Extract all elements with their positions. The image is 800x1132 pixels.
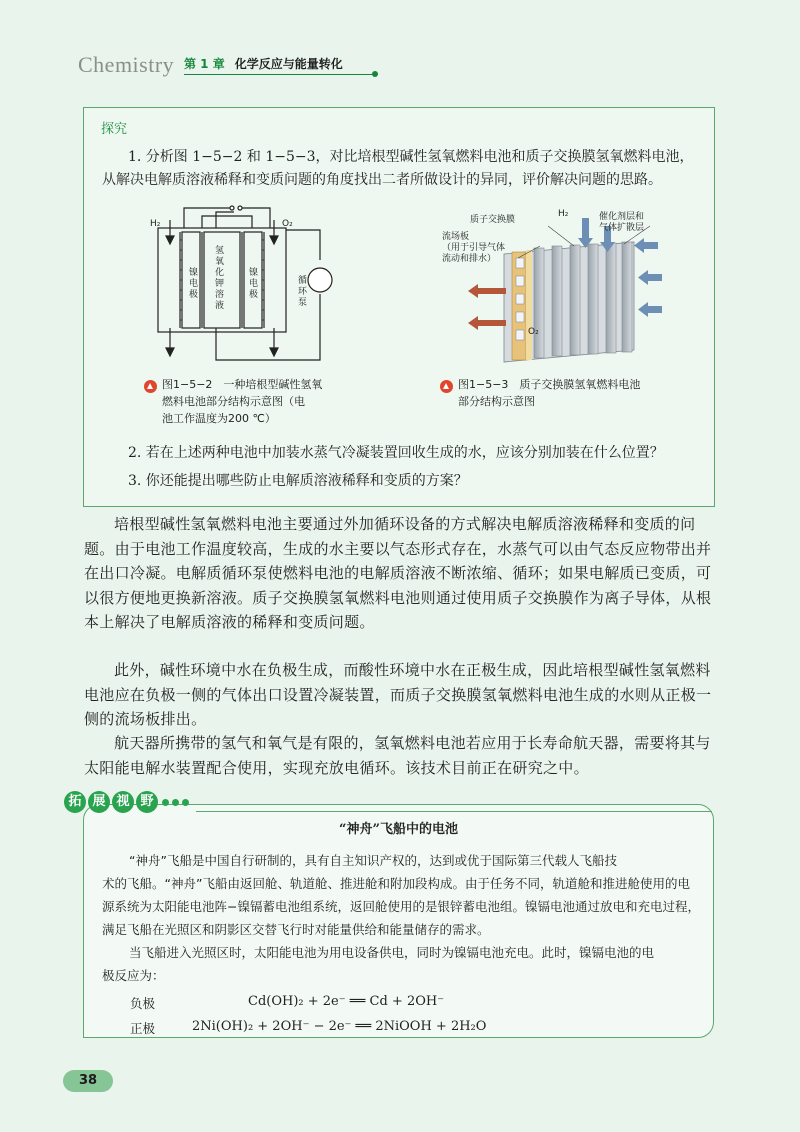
extension-dot-1 [162, 799, 169, 806]
extension-text-2-line2: 极反应为： [102, 968, 165, 983]
question-2: 2. 若在上述两种电池中加装水蒸气冷凝装置回收生成的水，应该分别加装在什么位置？ [128, 445, 664, 461]
body-paragraph-1: 培根型碱性氢氧燃料电池主要通过外加循环设备的方式解决电解质溶液稀释和变质的问题。由于电池工作温度较高，生成的水主要以气态形式存在，水蒸气可以由气态反应物带出并在出口冷凝。电解质循环泵使燃料电池的电解质溶液不断浓缩、循环；如果电解质已变质，可以很方便地更换新溶液。质子交换膜氢氧燃料电池则通过使用质子交换膜作为离子导体，从根本上解决了电解质溶液的稀释和变质问题。 [84, 515, 712, 631]
extension-dot-3 [182, 799, 189, 806]
extension-char-4: 野 [136, 791, 158, 813]
positive-equation: 2Ni(OH)₂ + 2OH⁻ − 2e⁻ ══ 2NiOOH + 2H₂O [192, 1019, 487, 1034]
positive-label: 正极 [130, 1021, 156, 1036]
fig2-catalyst-label [599, 212, 644, 234]
extension-char-2: 展 [88, 791, 110, 813]
extension-text-1-rest: 术的飞船。“神舟”飞船由返回舱、轨道舱、推进舱和附加段构成。由于任务不同，轨道舱和推进舱使用的电源系统为太阳能电池阵−镍镉蓄电池组系统，返回舱使用的是银锌蓄电池组。镍镉电池通过放电和充电过程，满足飞船在光照区和阴影区交替飞行时对能量供给和能量储存的需求。 [102, 876, 700, 937]
fig2-h2-label: H₂ [558, 209, 569, 219]
fig2-caption-line2: 部分结构示意图 [458, 395, 535, 408]
extension-char-1: 拓 [64, 791, 86, 813]
fig1-o2-label: O₂ [282, 219, 293, 229]
explore-label: 探究 [101, 122, 128, 137]
header-dot [372, 71, 378, 77]
brand-title: Chemistry [78, 52, 175, 77]
fig1-caption-line2: 燃料电池部分结构示意图（电 [162, 395, 305, 408]
chapter-title: 化学反应与能量转化 [234, 57, 343, 71]
fig1-caption-line3: 池工作温度为200 ℃） [162, 412, 276, 425]
fig1-right-electrode-label: 镍电极 [249, 268, 259, 300]
explore-box [83, 107, 715, 507]
fig2-o2-label: O₂ [528, 327, 539, 337]
fig2-catalyst-line2: 气体扩散层 [599, 223, 645, 233]
figure-pem-cell [464, 202, 704, 370]
fig2-caption [458, 376, 678, 410]
question-1-line1: 1. 分析图 1−5−2 和 1−5−3，对比培根型碱性氢氧燃料电池和质子交换膜氢氧燃料电池， [128, 149, 694, 165]
fig2-catalyst-line1: 催化剂层和 [599, 212, 645, 222]
extension-title: “神舟”飞船中的电池 [339, 822, 458, 837]
fig1-caption [162, 376, 362, 427]
fig1-left-electrode-label: 镍电极 [189, 268, 199, 300]
page-header [78, 48, 378, 78]
question-1-line2: 从解决电解质溶液稀释和变质问题的角度找出二者所做设计的异同，评价解决问题的思路。 [102, 172, 662, 188]
negative-electrode-row [130, 994, 445, 1012]
extension-text-2-line1: 当飞船进入光照区时，太阳能电池为用电设备供电，同时为镍镉电池充电。此时，镍镉电池的电 [129, 945, 655, 960]
fig1-caption-icon [144, 380, 157, 393]
extension-dot-2 [172, 799, 179, 806]
fig2-pem-label: 质子交换膜 [470, 215, 516, 225]
question-3: 3. 你还能提出哪些防止电解质溶液稀释和变质的方案？ [128, 473, 468, 489]
fig2-plate-line3: 流动和排水） [442, 254, 497, 264]
negative-equation: Cd(OH)₂ + 2e⁻ ══ Cd + 2OH⁻ [248, 994, 445, 1009]
fig1-caption-line1: 图1−5−2 一种培根型碱性氢氧 [162, 378, 323, 391]
fig2-caption-icon [440, 380, 453, 393]
chapter-heading [184, 55, 343, 72]
extension-rule [196, 811, 712, 812]
extension-text-1-line1: “神舟”飞船是中国自行研制的，具有自主知识产权的，达到或优于国际第三代载人飞船技 [129, 853, 617, 868]
fig1-pump-label: 循环泵 [298, 276, 308, 308]
body-paragraph-2: 此外，碱性环境中水在负极生成，而酸性环境中水在正极生成，因此培根型碱性氢氧燃料电池应在负极一侧的气体出口设置冷凝装置，而质子交换膜氢氧燃料电池生成的水则从正极一侧的流场板排出。 [84, 661, 712, 728]
fig1-electrolyte-label: 氢氧化钾溶液 [215, 246, 225, 311]
fig1-h2-label: H₂ [150, 219, 161, 229]
fig2-plate-line1: 流场板 [442, 232, 470, 242]
extension-box [83, 804, 714, 1038]
positive-electrode-row [130, 1019, 487, 1037]
chapter-number: 第 1 章 [184, 57, 225, 71]
negative-label: 负极 [130, 996, 156, 1011]
extension-char-3: 视 [112, 791, 134, 813]
fig2-flow-plate-label [442, 232, 505, 265]
fig2-caption-line1: 图1−5−3 质子交换膜氢氧燃料电池 [458, 378, 641, 391]
body-paragraph-3: 航天器所携带的氢气和氧气是有限的，氢氧燃料电池若应用于长寿命航天器，需要将其与太阳能电解水装置配合使用，实现充放电循环。该技术目前正在研究之中。 [84, 734, 711, 777]
page-number: 38 [63, 1070, 113, 1092]
header-rule [184, 74, 374, 75]
fig2-plate-line2: （用于引导气体 [442, 243, 506, 253]
